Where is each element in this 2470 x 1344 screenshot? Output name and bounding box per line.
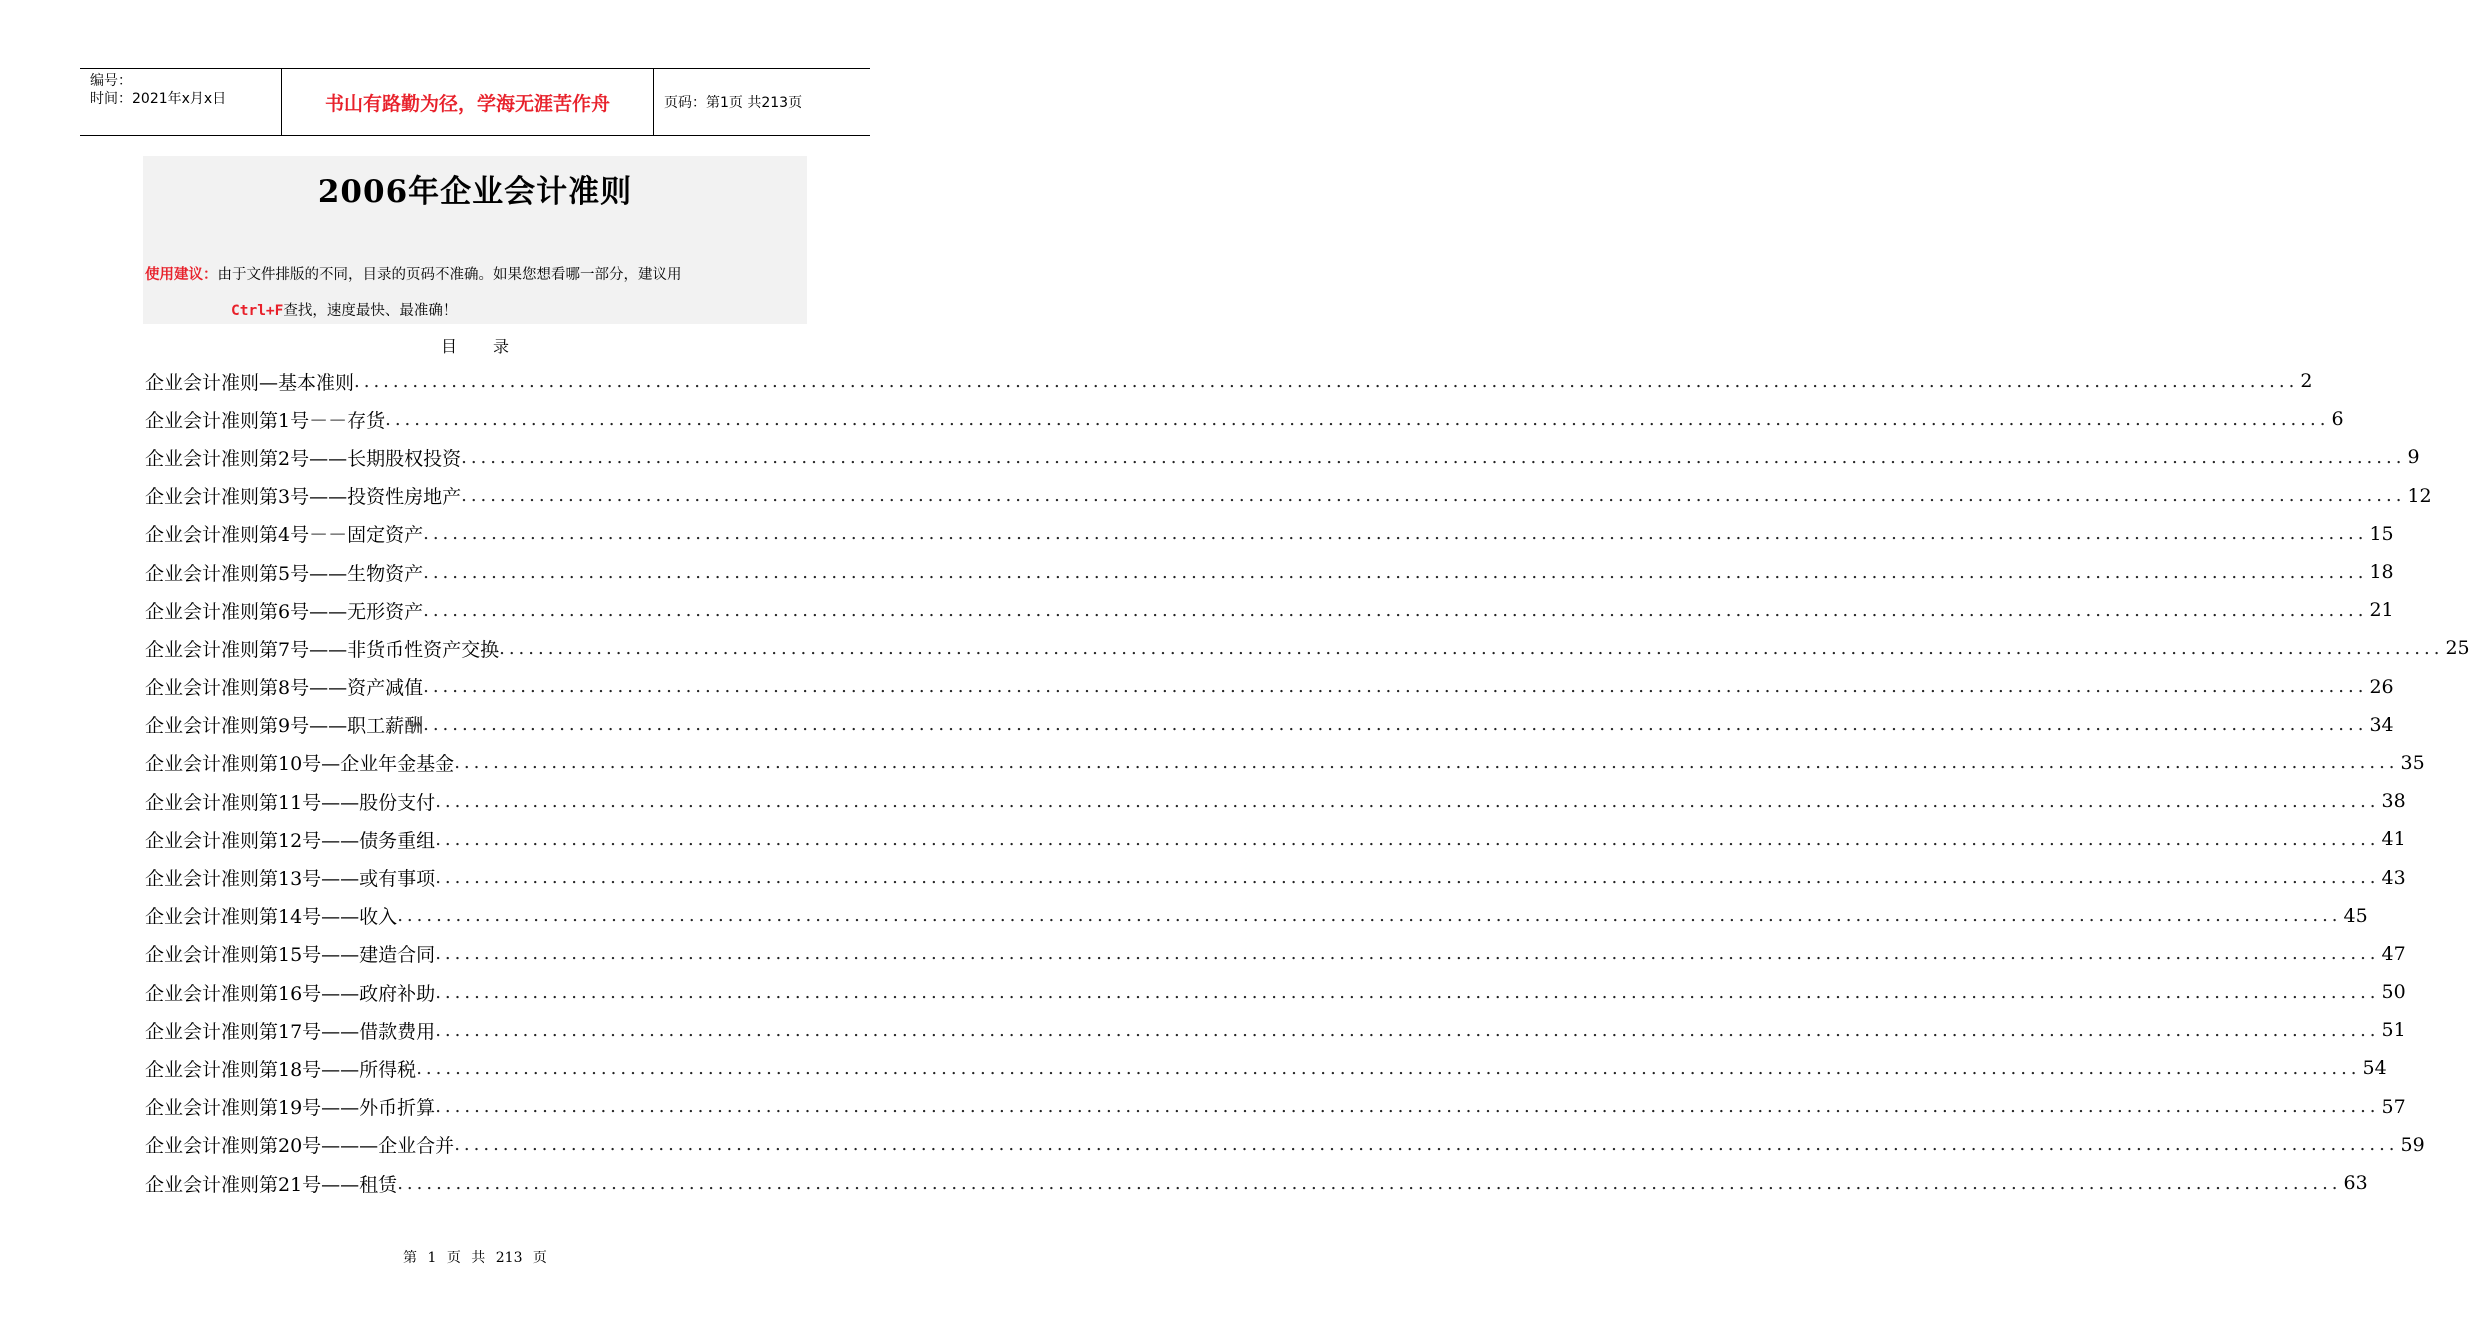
toc-entry-title: 企业会计准则第1号－－存货 bbox=[145, 409, 386, 432]
toc-leader-dots: ........................................................................................................................................................................................................ bbox=[454, 1134, 2399, 1156]
toc-entry-title: 企业会计准则第7号——非货币性资产交换 bbox=[145, 638, 500, 661]
usage-advice bbox=[145, 264, 805, 319]
toc-entry-page: 26 bbox=[2369, 675, 2394, 698]
toc-entry-page: 21 bbox=[2369, 599, 2394, 622]
toc-leader-dots: ........................................................................................................................................................................................................ bbox=[499, 637, 2444, 659]
toc-entry-title: 企业会计准则第20号———企业合并 bbox=[145, 1135, 455, 1158]
toc-entry-page: 45 bbox=[2343, 904, 2368, 927]
toc-entry[interactable] bbox=[145, 1011, 2406, 1049]
toc-entry[interactable] bbox=[145, 897, 2368, 935]
toc-entry-page: 51 bbox=[2381, 1019, 2406, 1042]
toc-entry-page: 9 bbox=[2407, 446, 2420, 469]
toc-entry[interactable] bbox=[145, 858, 2406, 896]
toc-entry-page: 50 bbox=[2381, 981, 2406, 1004]
toc-entry[interactable] bbox=[145, 744, 2425, 782]
toc-entry[interactable] bbox=[145, 438, 2420, 476]
toc-leader-dots: ........................................................................................................................................................................................................ bbox=[435, 1019, 2380, 1041]
toc-entry-title: 企业会计准则第2号——长期股权投资 bbox=[145, 447, 462, 470]
toc-entry-page: 43 bbox=[2381, 866, 2406, 889]
toc-entry-page: 15 bbox=[2369, 522, 2394, 545]
toc-entry-title: 企业会计准则第17号——借款费用 bbox=[145, 1020, 436, 1043]
table-of-contents bbox=[145, 362, 2470, 1202]
toc-entry-title: 企业会计准则—基本准则 bbox=[145, 371, 355, 394]
toc-entry-page: 18 bbox=[2369, 561, 2394, 584]
toc-entry-title: 企业会计准则第10号—企业年金基金 bbox=[145, 753, 455, 776]
title-banner bbox=[143, 156, 807, 324]
toc-leader-dots: ........................................................................................................................................................................................................ bbox=[354, 370, 2299, 392]
toc-entry-title: 企业会计准则第6号——无形资产 bbox=[145, 600, 424, 623]
toc-leader-dots: ........................................................................................................................................................................................................ bbox=[423, 599, 2368, 621]
toc-entry-title: 企业会计准则第4号－－固定资产 bbox=[145, 524, 424, 547]
toc-entry-page: 59 bbox=[2400, 1133, 2425, 1156]
toc-entry-page: 41 bbox=[2381, 828, 2406, 851]
toc-entry-page: 63 bbox=[2343, 1172, 2368, 1195]
toc-leader-dots: ........................................................................................................................................................................................................ bbox=[461, 485, 2406, 507]
toc-entry-title: 企业会计准则第15号——建造合同 bbox=[145, 944, 436, 967]
toc-leader-dots: ........................................................................................................................................................................................................ bbox=[385, 408, 2330, 430]
toc-leader-dots: ........................................................................................................................................................................................................ bbox=[423, 714, 2368, 736]
toc-entry[interactable] bbox=[145, 477, 2432, 515]
header-meta bbox=[80, 69, 282, 135]
toc-entry-title: 企业会计准则第11号——股份支付 bbox=[145, 791, 436, 814]
toc-leader-dots: ........................................................................................................................................................................................................ bbox=[416, 1057, 2361, 1079]
toc-entry-title: 企业会计准则第3号——投资性房地产 bbox=[145, 486, 462, 509]
toc-entry[interactable] bbox=[145, 591, 2394, 629]
toc-leader-dots: ........................................................................................................................................................................................................ bbox=[435, 790, 2380, 812]
toc-leader-dots: ........................................................................................................................................................................................................ bbox=[461, 446, 2406, 468]
toc-entry-title: 企业会计准则第14号——收入 bbox=[145, 906, 398, 929]
toc-leader-dots: ........................................................................................................................................................................................................ bbox=[423, 561, 2368, 583]
toc-entry-title: 企业会计准则第8号——资产减值 bbox=[145, 677, 424, 700]
document-title: 2006年企业会计准则 bbox=[317, 174, 633, 210]
toc-leader-dots: ........................................................................................................................................................................................................ bbox=[454, 752, 2399, 774]
toc-leader-dots: ........................................................................................................................................................................................................ bbox=[435, 981, 2380, 1003]
header-motto: 书山有路勤为径，学海无涯苦作舟 bbox=[282, 69, 654, 135]
advice-line-2 bbox=[231, 300, 457, 322]
toc-leader-dots: ........................................................................................................................................................................................................ bbox=[435, 867, 2380, 889]
toc-leader-dots: ........................................................................................................................................................................................................ bbox=[397, 1172, 2342, 1194]
toc-entry[interactable] bbox=[145, 1088, 2406, 1126]
toc-entry-page: 35 bbox=[2400, 751, 2425, 774]
header-page-info: 页码：第1页 共213页 bbox=[664, 95, 803, 111]
page-footer: 第 1 页 共 213 页 bbox=[403, 1250, 547, 1266]
header-date-label: 时间：2021年x月x日 bbox=[90, 91, 227, 107]
toc-entry[interactable] bbox=[145, 706, 2394, 744]
toc-leader-dots: ........................................................................................................................................................................................................ bbox=[423, 523, 2368, 545]
toc-entry-title: 企业会计准则第19号——外币折算 bbox=[145, 1097, 436, 1120]
advice-hotkey: Ctrl+F bbox=[231, 303, 284, 319]
toc-entry[interactable] bbox=[145, 820, 2406, 858]
toc-entry-page: 47 bbox=[2381, 942, 2406, 965]
toc-entry[interactable] bbox=[145, 668, 2394, 706]
toc-entry-title: 企业会计准则第13号——或有事项 bbox=[145, 868, 436, 891]
toc-entry-title: 企业会计准则第9号——职工薪酬 bbox=[145, 715, 424, 738]
toc-entry-page: 12 bbox=[2407, 484, 2432, 507]
toc-leader-dots: ........................................................................................................................................................................................................ bbox=[397, 905, 2342, 927]
toc-entry[interactable] bbox=[145, 935, 2406, 973]
toc-entry[interactable] bbox=[145, 553, 2394, 591]
page-header bbox=[80, 68, 870, 136]
toc-entry-page: 2 bbox=[2300, 370, 2313, 393]
header-number-label: 编号： bbox=[90, 73, 132, 89]
toc-entry[interactable] bbox=[145, 629, 2470, 667]
toc-entry[interactable] bbox=[145, 973, 2406, 1011]
toc-leader-dots: ........................................................................................................................................................................................................ bbox=[435, 943, 2380, 965]
toc-entry[interactable] bbox=[145, 1126, 2425, 1164]
toc-entry[interactable] bbox=[145, 515, 2394, 553]
toc-entry-page: 6 bbox=[2331, 408, 2344, 431]
toc-entry-page: 57 bbox=[2381, 1095, 2406, 1118]
toc-entry-title: 企业会计准则第12号——债务重组 bbox=[145, 829, 436, 852]
toc-entry-title: 企业会计准则第16号——政府补助 bbox=[145, 982, 436, 1005]
advice-text-2: 查找，速度最快、最准确！ bbox=[283, 303, 458, 319]
toc-entry[interactable] bbox=[145, 782, 2406, 820]
toc-entry[interactable] bbox=[145, 1164, 2368, 1202]
toc-entry-page: 25 bbox=[2445, 637, 2470, 660]
advice-label: 使用建议： bbox=[145, 267, 218, 283]
toc-leader-dots: ........................................................................................................................................................................................................ bbox=[435, 1096, 2380, 1118]
toc-entry-page: 38 bbox=[2381, 790, 2406, 813]
advice-text-1: 由于文件排版的不同，目录的页码不准确。如果您想看哪一部分，建议用 bbox=[217, 267, 682, 283]
toc-entry-page: 54 bbox=[2362, 1057, 2387, 1080]
toc-entry[interactable] bbox=[145, 362, 2313, 400]
toc-entry-title: 企业会计准则第21号——租赁 bbox=[145, 1173, 398, 1196]
toc-entry[interactable] bbox=[145, 1049, 2387, 1087]
toc-leader-dots: ........................................................................................................................................................................................................ bbox=[423, 676, 2368, 698]
toc-leader-dots: ........................................................................................................................................................................................................ bbox=[435, 828, 2380, 850]
toc-heading: 目录 bbox=[440, 337, 545, 356]
toc-entry-title: 企业会计准则第18号——所得税 bbox=[145, 1058, 417, 1081]
toc-entry[interactable] bbox=[145, 400, 2344, 438]
toc-entry-page: 34 bbox=[2369, 713, 2394, 736]
toc-entry-title: 企业会计准则第5号——生物资产 bbox=[145, 562, 424, 585]
